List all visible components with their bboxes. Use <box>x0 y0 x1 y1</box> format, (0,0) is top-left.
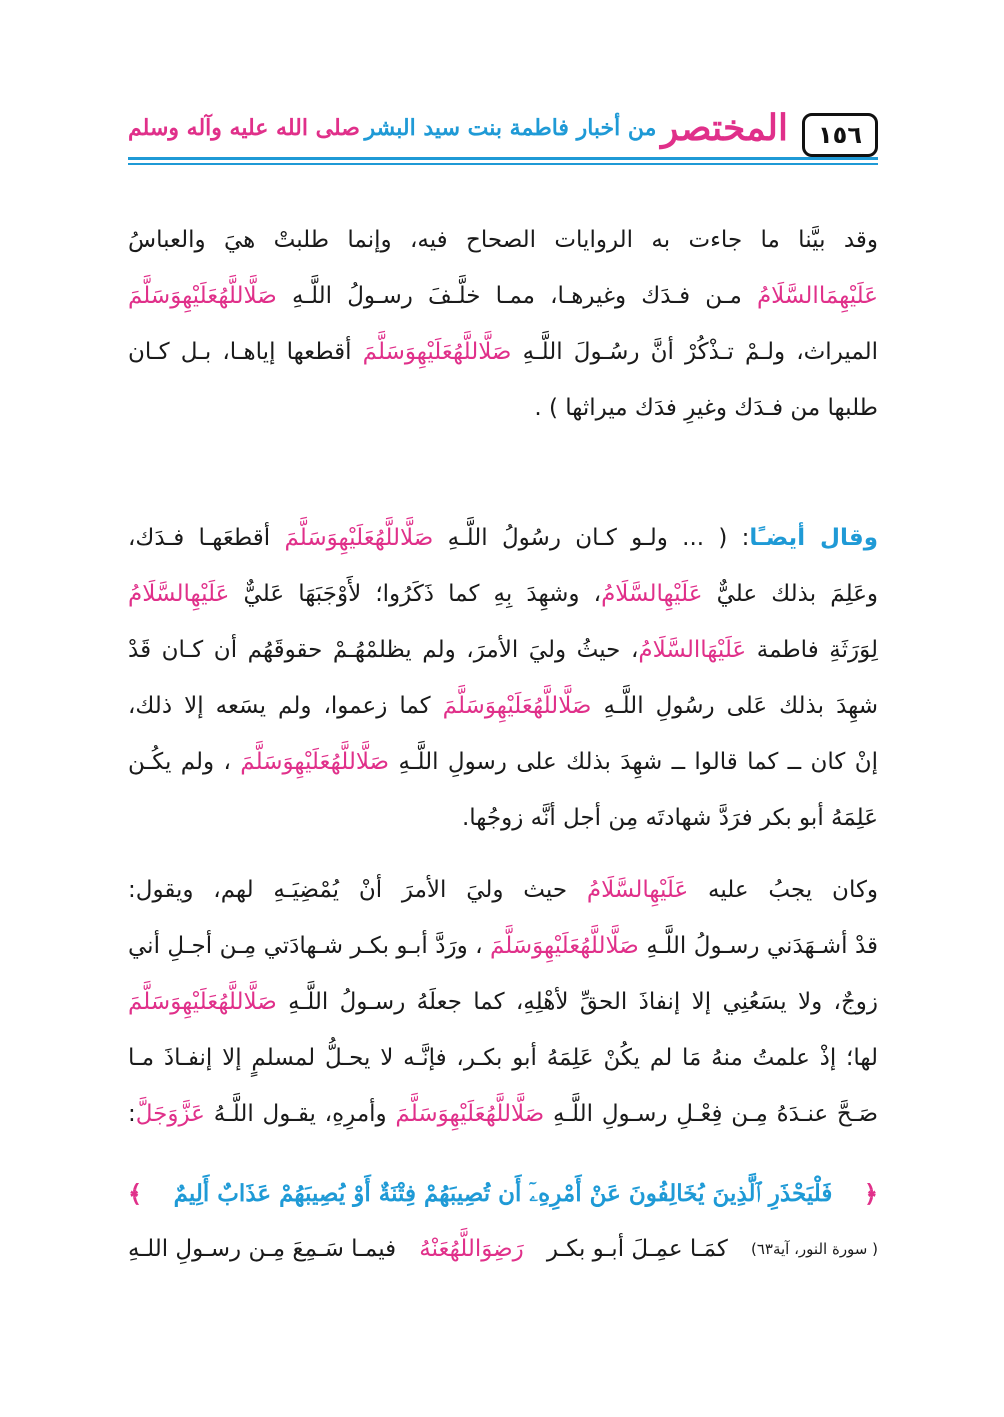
paragraph-3 <box>128 862 878 1142</box>
honorific: عَلَيْهِالسَّلَامُ <box>601 581 703 607</box>
verse-open-bracket: ﴿ <box>863 1178 878 1208</box>
page-header <box>128 103 878 165</box>
text-line: قدْ أشـهَدَني رسـولُ اللَّـهِ صَلَّاللَّهُعَلَيْهِوَسَلَّمَ ، ورَدَّ أبـو بكـر شـهادَتي مِـن أجـلِ أني <box>128 933 879 959</box>
verse-close-bracket: ﴾ <box>128 1178 143 1208</box>
last-line: ( سورة النور، آية٦٣) كمَـا عمِـلَ أبـو بكـر رَضِوَاللَّهُعَنْهُ فيمـا سَـمِعَ مِـن رسـولِ اللـهِ <box>128 1236 878 1262</box>
text-line: لِوَرَثَةِ فاطمة عَلَيْهَاالسَّلَامُ، حيثُ وليَ الأمرَ، ولم يظلمْهُـمْ حقوقَهُم أن كـان قَدْ <box>128 637 878 663</box>
text-line: زوجٌ، ولا يسَعُنِي إلا إنفاذَ الحقِّ لأهْلِهِ، كما جعلَهُ رسـولُ اللَّـهِ صَلَّاللَّهُعَلَيْهِوَسَلَّمَ <box>128 989 879 1015</box>
text-line: صَـحَّ عنـدَهُ مِـن فِعْـلِ رسـولِ اللَّـهِ صَلَّاللَّهُعَلَيْهِوَسَلَّمَ وأمرِهِ، يقـول اللَّـهُ عَزَّوَجَلَّ: <box>128 1101 879 1127</box>
verse-text: فَلْيَحْذَرِ ٱلَّذِينَ يُخَالِفُونَ عَنْ أَمْرِهِۦٓ أَن تُصِيبَهُمْ فِتْنَةٌ أَوْ يُصِيبَهُمْ عَذَابٌ أَلِيمٌ <box>173 1179 833 1207</box>
honorific: عَلَيْهِمَاالسَّلَامُ <box>756 283 879 309</box>
text-line: عَلِمَهُ أبو بكر فرَدَّ شهادتَه مِن أجل أنَّه زوجُها. <box>461 805 878 831</box>
honorific: رَضِوَاللَّهُعَنْهُ <box>419 1236 524 1262</box>
verse-reference: ( سورة النور، آية٦٣) <box>750 1240 878 1258</box>
text-line: عَلَيْهِمَاالسَّلَامُ مـن فـدَك وغيرهـا، ممـا خلَّـفَ رسـولُ اللَّـهِ صَلَّاللَّهُعَلَيْهِوَسَلَّمَ <box>128 283 879 309</box>
honorific: صَلَّاللَّهُعَلَيْهِوَسَلَّمَ <box>128 283 277 309</box>
honorific: عَلَيْهَاالسَّلَامُ <box>638 637 747 663</box>
text-line: شهِدَ بذلك عَلى رسُولِ اللَّـهِ صَلَّاللَّهُعَلَيْهِوَسَلَّمَ كما زعموا، ولم يسَعه إلا ذلك، <box>128 693 879 719</box>
title-banner <box>128 103 788 153</box>
header-rule-bottom <box>128 163 878 165</box>
text-line: وكان يجبُ عليه عَلَيْهِالسَّلَامُ حيث وليَ الأمرَ أنْ يُمْضِيَـهِ لهم، ويقول: <box>128 877 879 903</box>
text-line: لها؛ إذْ علمتُ منهُ مَا لم يكُنْ عَلِمَهُ أبو بكـر، فإنَّـه لا يحـلُّ لمسلمٍ إلا إنفـاذَ مـا <box>128 1045 878 1071</box>
honorific: صَلَّاللَّهُعَلَيْهِوَسَلَّمَ <box>489 933 639 959</box>
text-line: وعَلِمَ بذلك عليٌّ عَلَيْهِالسَّلَامُ، وشهِدَ بِهِ كما ذَكَرُوا؛ لأَوْجَبَهَا عَليٌّ عَلَيْهِالسَّلَامُ <box>128 581 879 607</box>
honorific: عَزَّوَجَلَّ <box>135 1101 205 1127</box>
header-rule-top <box>128 157 878 160</box>
speaker-label: وقال أيضـًا <box>749 525 879 551</box>
honorific: عَلَيْهِالسَّلَامُ <box>128 581 230 607</box>
book-subtitle: من أخبار فاطمة بنت سيد البشر <box>364 115 657 141</box>
text-line: الميراث، ولـمْ تـذْكُرْ أنَّ رسُـولَ اللَّـهِ صَلَّاللَّهُعَلَيْهِوَسَلَّمَ أقطعها إياهـا، بـل كـان <box>128 339 879 365</box>
honorific: صَلَّاللَّهُعَلَيْهِوَسَلَّمَ <box>128 989 277 1015</box>
text-line: طلبها من فـدَك وغيرِ فدَك ميراثها ) . <box>534 395 878 421</box>
header-salutation: صلى الله عليه وآله وسلم <box>128 115 360 141</box>
quran-verse <box>128 1165 878 1221</box>
honorific: صَلَّاللَّهُعَلَيْهِوَسَلَّمَ <box>240 749 390 775</box>
honorific: صَلَّاللَّهُعَلَيْهِوَسَلَّمَ <box>362 339 512 365</box>
honorific: صَلَّاللَّهُعَلَيْهِوَسَلَّمَ <box>395 1101 545 1127</box>
text-line: وقد بيَّنا ما جاءت به الروايات الصحاح فيه، وإنما طلبتْ هيَ والعباسُ <box>128 227 878 253</box>
text-line: وقال أيضـًا: ( ... ولـو كـان رسُولُ اللَّـهِ صَلَّاللَّهُعَلَيْهِوَسَلَّمَ أقطعَهـا فـدَك، <box>128 525 879 551</box>
book-title: المختصر <box>661 107 788 149</box>
text-line: إنْ كان ــ كما قالوا ــ شهِدَ بذلك على رسولِ اللَّـهِ صَلَّاللَّهُعَلَيْهِوَسَلَّمَ ، ولم يكُـن <box>128 749 879 775</box>
paragraph-2 <box>128 510 878 846</box>
honorific: عَلَيْهِالسَّلَامُ <box>586 877 689 903</box>
page-number: ١٥٦ <box>802 113 878 157</box>
paragraph-1 <box>128 212 878 436</box>
honorific: صَلَّاللَّهُعَلَيْهِوَسَلَّمَ <box>442 693 592 719</box>
honorific: صَلَّاللَّهُعَلَيْهِوَسَلَّمَ <box>284 525 434 551</box>
